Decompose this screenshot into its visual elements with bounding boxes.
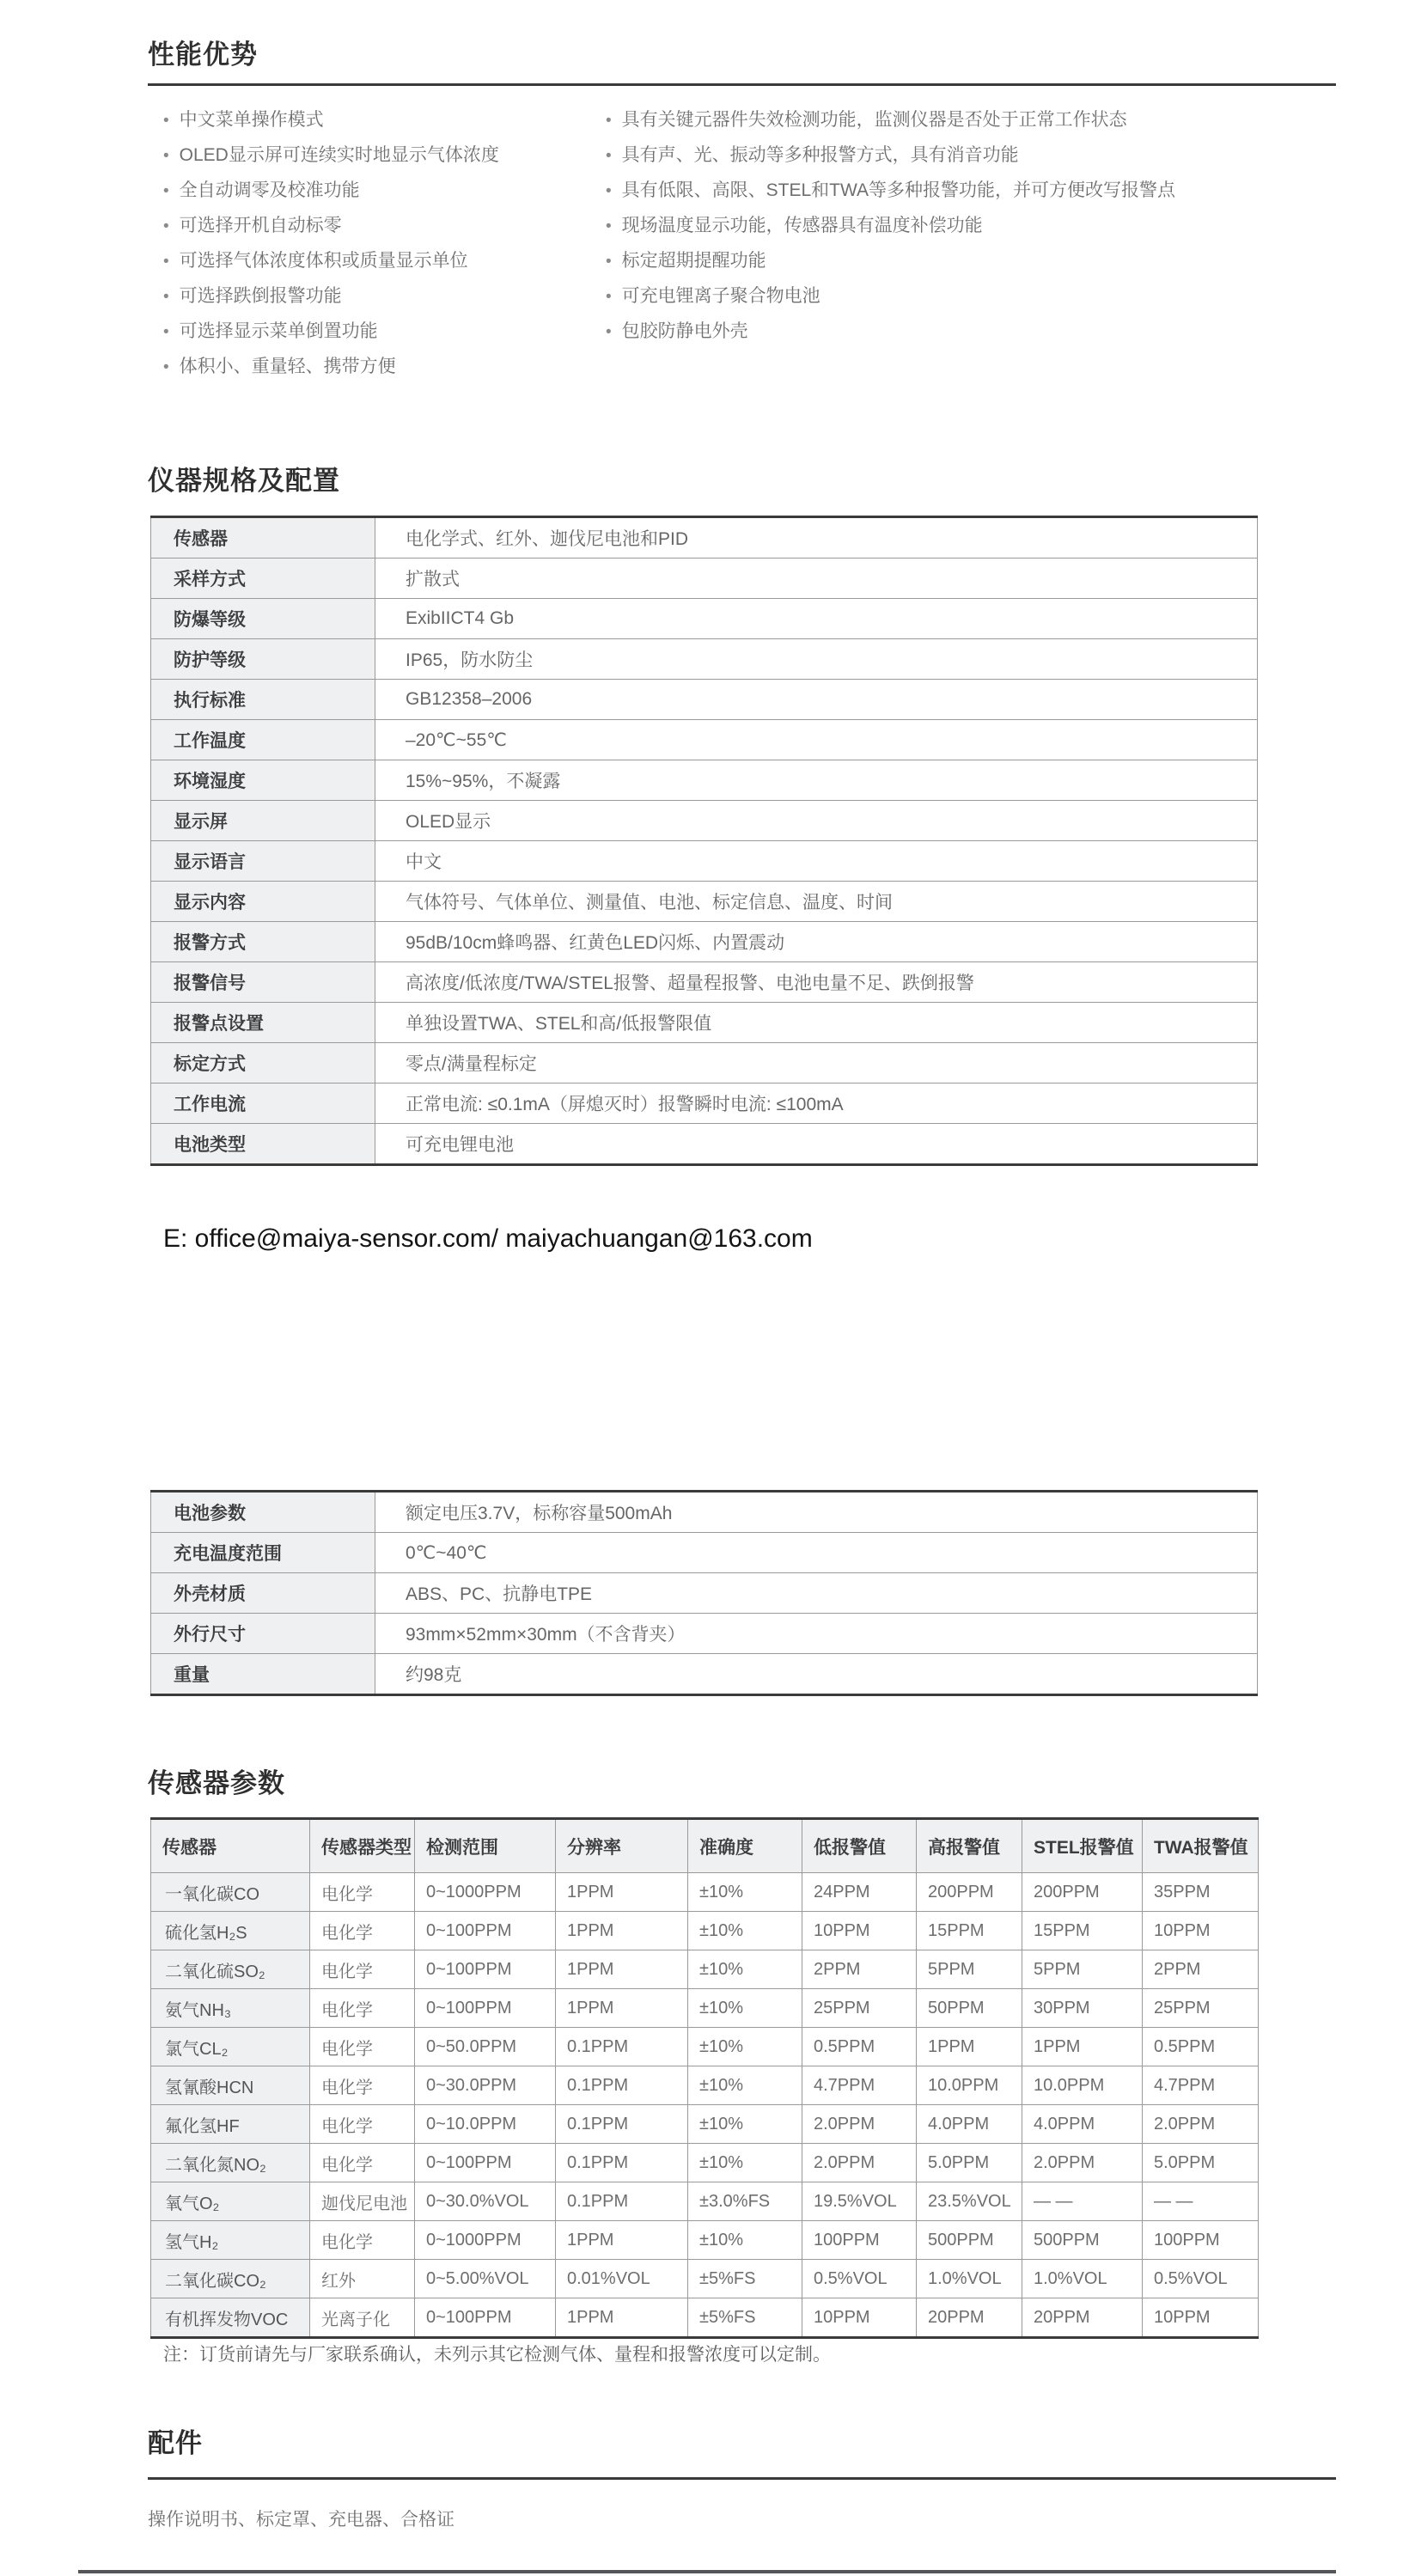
sensor-value-cell: 23.5%VOL [917, 2182, 1022, 2221]
spec-label: 重量 [151, 1654, 375, 1695]
sensor-value-cell: 电化学 [310, 1950, 415, 1989]
spec-row [151, 1573, 1258, 1614]
sensor-value-cell: 0.1PPM [556, 2028, 688, 2066]
sensor-value-cell: 30PPM [1022, 1989, 1143, 2028]
sensor-value-cell: 1.0%VOL [1022, 2260, 1143, 2298]
sensor-row [151, 1989, 1259, 2028]
sensor-name-cell: 有机挥发物VOC [151, 2298, 310, 2338]
sensor-value-cell: 200PPM [1022, 1873, 1143, 1912]
sensor-value-cell: 5.0PPM [1143, 2144, 1259, 2182]
sensor-value-cell: 迦伐尼电池 [310, 2182, 415, 2221]
sensor-value-cell: 2.0PPM [1022, 2144, 1143, 2182]
sensor-row [151, 2298, 1259, 2338]
sensor-value-cell: ±10% [688, 1950, 802, 1989]
spec-value: 气体符号、气体单位、测量值、电池、标定信息、温度、时间 [375, 882, 1258, 922]
sensor-value-cell: 电化学 [310, 2105, 415, 2144]
sensor-col-header: 分辨率 [556, 1819, 688, 1873]
sensor-value-cell: 5.0PPM [917, 2144, 1022, 2182]
sensor-value-cell: 电化学 [310, 2144, 415, 2182]
sensor-value-cell: 20PPM [917, 2298, 1022, 2338]
sensor-value-cell: ±10% [688, 2144, 802, 2182]
spec-value: 15%~95%，不凝露 [375, 760, 1258, 801]
sensor-value-cell: 5PPM [917, 1950, 1022, 1989]
sensor-value-cell: 0~1000PPM [415, 1873, 556, 1912]
sensor-value-cell: 0~100PPM [415, 1912, 556, 1950]
spec-row [151, 1043, 1258, 1084]
sensor-value-cell: 50PPM [917, 1989, 1022, 2028]
order-note: 注：订货前请先与厂家联系确认，未列示其它检测气体、量程和报警浓度可以定制。 [163, 2345, 831, 2365]
spec-label: 显示屏 [151, 801, 375, 841]
sensor-value-cell: 24PPM [802, 1873, 917, 1912]
feature-bullet: • 可选择气体浓度体积或质量显示单位 [163, 244, 499, 279]
performance-bullet-list-left [163, 103, 499, 385]
spec-row [151, 962, 1258, 1003]
sensor-value-cell: ±10% [688, 2028, 802, 2066]
sensor-value-cell: 1.0%VOL [917, 2260, 1022, 2298]
sensor-row [151, 2260, 1259, 2298]
sensor-value-cell: 1PPM [917, 2028, 1022, 2066]
spec-row [151, 1124, 1258, 1165]
sensor-value-cell: 500PPM [917, 2221, 1022, 2260]
sensor-value-cell: 电化学 [310, 1873, 415, 1912]
feature-bullet: • 包胶防静电外壳 [606, 314, 1175, 350]
sensor-name-cell: 氢氰酸HCN [151, 2066, 310, 2105]
spec-row [151, 559, 1258, 599]
sensor-value-cell: 0.5%VOL [1143, 2260, 1259, 2298]
sensor-value-cell: 0.1PPM [556, 2144, 688, 2182]
sensor-value-cell: ±10% [688, 2221, 802, 2260]
sensor-value-cell: ±10% [688, 2066, 802, 2105]
sensor-value-cell: 4.7PPM [1143, 2066, 1259, 2105]
sensor-value-cell: 光离子化 [310, 2298, 415, 2338]
sensor-value-cell: 0~5.00%VOL [415, 2260, 556, 2298]
section-title-sensors: 传感器参数 [148, 1768, 285, 1798]
battery-spec-table [150, 1490, 1258, 1696]
sensor-value-cell: 0~30.0PPM [415, 2066, 556, 2105]
feature-bullet: • 体积小、重量轻、携带方便 [163, 350, 499, 385]
spec-label: 电池参数 [151, 1492, 375, 1533]
spec-row [151, 599, 1258, 639]
spec-label: 外壳材质 [151, 1573, 375, 1614]
spec-value: OLED显示 [375, 801, 1258, 841]
spec-value: –20℃~55℃ [375, 720, 1258, 760]
sensor-col-header: TWA报警值 [1143, 1819, 1259, 1873]
sensor-value-cell: 10.0PPM [917, 2066, 1022, 2105]
sensor-value-cell: 0.5PPM [1143, 2028, 1259, 2066]
spec-label: 标定方式 [151, 1043, 375, 1084]
sensor-name-cell: 一氧化碳CO [151, 1873, 310, 1912]
sensor-name-cell: 氨气NH₃ [151, 1989, 310, 2028]
sensor-value-cell: 2PPM [1143, 1950, 1259, 1989]
sensor-value-cell: 0~100PPM [415, 1950, 556, 1989]
spec-row [151, 882, 1258, 922]
feature-bullet: • 现场温度显示功能，传感器具有温度补偿功能 [606, 209, 1175, 244]
sensor-value-cell: 1PPM [556, 1950, 688, 1989]
sensor-value-cell: 100PPM [1143, 2221, 1259, 2260]
sensor-value-cell: 4.0PPM [917, 2105, 1022, 2144]
sensor-name-cell: 二氧化碳CO₂ [151, 2260, 310, 2298]
sensor-value-cell: 20PPM [1022, 2298, 1143, 2338]
sensor-value-cell: 100PPM [802, 2221, 917, 2260]
sensor-value-cell: 4.7PPM [802, 2066, 917, 2105]
sensor-value-cell: 0~50.0PPM [415, 2028, 556, 2066]
sensor-name-cell: 硫化氢H₂S [151, 1912, 310, 1950]
sensor-value-cell: 红外 [310, 2260, 415, 2298]
spec-value: IP65，防水防尘 [375, 639, 1258, 680]
spec-row [151, 1614, 1258, 1654]
sensor-value-cell: 0~100PPM [415, 2144, 556, 2182]
spec-value: 额定电压3.7V，标称容量500mAh [375, 1492, 1258, 1533]
feature-bullet: • 中文菜单操作模式 [163, 103, 499, 138]
sensor-value-cell: 10PPM [802, 2298, 917, 2338]
spec-label: 采样方式 [151, 559, 375, 599]
sensor-row [151, 2066, 1259, 2105]
spec-value: 单独设置TWA、STEL和高/低报警限值 [375, 1003, 1258, 1043]
sensor-name-cell: 氢气H₂ [151, 2221, 310, 2260]
spec-value: 中文 [375, 841, 1258, 882]
sensor-row [151, 1912, 1259, 1950]
sensor-col-header: 高报警值 [917, 1819, 1022, 1873]
sensor-value-cell: 电化学 [310, 1989, 415, 2028]
sensor-value-cell: — — [1022, 2182, 1143, 2221]
sensor-name-cell: 氟化氢HF [151, 2105, 310, 2144]
performance-bullet-list-right [606, 103, 1175, 350]
sensor-name-cell: 二氧化氮NO₂ [151, 2144, 310, 2182]
sensor-value-cell: 2.0PPM [1143, 2105, 1259, 2144]
sensor-value-cell: 电化学 [310, 2221, 415, 2260]
sensor-value-cell: 1PPM [556, 2221, 688, 2260]
section-title-accessories: 配件 [148, 2428, 203, 2458]
sensor-parameter-table [150, 1817, 1259, 2339]
sensor-value-cell: 10PPM [802, 1912, 917, 1950]
sensor-row [151, 2144, 1259, 2182]
sensor-value-cell: 0.1PPM [556, 2182, 688, 2221]
sensor-value-cell: 2.0PPM [802, 2144, 917, 2182]
sensor-row [151, 1950, 1259, 1989]
sensor-value-cell: ±3.0%FS [688, 2182, 802, 2221]
spec-value: 电化学式、红外、迦伐尼电池和PID [375, 517, 1258, 559]
sensor-value-cell: 1PPM [556, 1873, 688, 1912]
section-title-specs: 仪器规格及配置 [148, 466, 340, 496]
spec-label: 报警信号 [151, 962, 375, 1003]
spec-label: 传感器 [151, 517, 375, 559]
sensor-col-header: 传感器类型 [310, 1819, 415, 1873]
feature-bullet: • 具有低限、高限、STEL和TWA等多种报警功能，并可方便改写报警点 [606, 174, 1175, 209]
sensor-value-cell: 2PPM [802, 1950, 917, 1989]
spec-value: 正常电流: ≤0.1mA（屏熄灭时）报警瞬时电流: ≤100mA [375, 1084, 1258, 1124]
sensor-value-cell: ±10% [688, 1873, 802, 1912]
sensor-value-cell: 10PPM [1143, 2298, 1259, 2338]
spec-row [151, 841, 1258, 882]
spec-row [151, 1003, 1258, 1043]
sensor-value-cell: 0.5PPM [802, 2028, 917, 2066]
sensor-value-cell: 电化学 [310, 2028, 415, 2066]
sensor-value-cell: 25PPM [1143, 1989, 1259, 2028]
sensor-value-cell: 5PPM [1022, 1950, 1143, 1989]
feature-bullet: • 标定超期提醒功能 [606, 244, 1175, 279]
sensor-row [151, 2105, 1259, 2144]
spec-label: 充电温度范围 [151, 1533, 375, 1573]
sensor-value-cell: 25PPM [802, 1989, 917, 2028]
sensor-name-cell: 氯气CL₂ [151, 2028, 310, 2066]
sensor-value-cell: 15PPM [917, 1912, 1022, 1950]
sensor-value-cell: 4.0PPM [1022, 2105, 1143, 2144]
sensor-value-cell: 200PPM [917, 1873, 1022, 1912]
section-divider [148, 83, 1336, 86]
spec-row [151, 801, 1258, 841]
sensor-value-cell: ±5%FS [688, 2260, 802, 2298]
sensor-col-header: 准确度 [688, 1819, 802, 1873]
sensor-value-cell: — — [1143, 2182, 1259, 2221]
spec-label: 显示语言 [151, 841, 375, 882]
sensor-value-cell: 0~100PPM [415, 2298, 556, 2338]
spec-value: ExibIICT4 Gb [375, 599, 1258, 639]
sensor-col-header: 传感器 [151, 1819, 310, 1873]
spec-value: 93mm×52mm×30mm（不含背夹） [375, 1614, 1258, 1654]
spec-row [151, 760, 1258, 801]
sensor-value-cell: 0~30.0%VOL [415, 2182, 556, 2221]
sensor-value-cell: 0~100PPM [415, 1989, 556, 2028]
sensor-row [151, 1873, 1259, 1912]
sensor-value-cell: 0.1PPM [556, 2105, 688, 2144]
spec-label: 防爆等级 [151, 599, 375, 639]
feature-bullet: • 可充电锂离子聚合物电池 [606, 279, 1175, 314]
feature-bullet: • 全自动调零及校准功能 [163, 174, 499, 209]
sensor-row [151, 2221, 1259, 2260]
sensor-value-cell: 35PPM [1143, 1873, 1259, 1912]
spec-row [151, 922, 1258, 962]
spec-row [151, 1492, 1258, 1533]
sensor-value-cell: 500PPM [1022, 2221, 1143, 2260]
sensor-col-header: STEL报警值 [1022, 1819, 1143, 1873]
sensor-value-cell: 1PPM [1022, 2028, 1143, 2066]
feature-bullet: • 可选择显示菜单倒置功能 [163, 314, 499, 350]
spec-row [151, 517, 1258, 559]
section-divider [148, 2477, 1336, 2480]
spec-label: 电池类型 [151, 1124, 375, 1165]
sensor-value-cell: 10PPM [1143, 1912, 1259, 1950]
sensor-value-cell: ±10% [688, 1989, 802, 2028]
sensor-value-cell: ±10% [688, 2105, 802, 2144]
feature-bullet: • OLED显示屏可连续实时地显示气体浓度 [163, 138, 499, 174]
feature-bullet: • 具有关键元器件失效检测功能，监测仪器是否处于正常工作状态 [606, 103, 1175, 138]
spec-label: 报警方式 [151, 922, 375, 962]
spec-row [151, 1084, 1258, 1124]
spec-value: 约98克 [375, 1654, 1258, 1695]
spec-label: 执行标准 [151, 680, 375, 720]
sensor-value-cell: 2.0PPM [802, 2105, 917, 2144]
sensor-value-cell: 电化学 [310, 1912, 415, 1950]
sensor-value-cell: ±5%FS [688, 2298, 802, 2338]
section-title-performance: 性能优势 [148, 40, 258, 70]
accessories-list-line: 操作说明书、标定罩、充电器、合格证 [148, 2510, 454, 2530]
spec-value: 0℃~40℃ [375, 1533, 1258, 1573]
spec-value: 高浓度/低浓度/TWA/STEL报警、超量程报警、电池电量不足、跌倒报警 [375, 962, 1258, 1003]
instrument-spec-table [150, 516, 1258, 1166]
sensor-value-cell: 1PPM [556, 2298, 688, 2338]
sensor-header-row [151, 1819, 1259, 1873]
spec-value: 扩散式 [375, 559, 1258, 599]
spec-value: 可充电锂电池 [375, 1124, 1258, 1165]
feature-bullet: • 可选择开机自动标零 [163, 209, 499, 244]
sensor-value-cell: 0.1PPM [556, 2066, 688, 2105]
spec-row [151, 680, 1258, 720]
sensor-value-cell: 10.0PPM [1022, 2066, 1143, 2105]
feature-bullet: • 具有声、光、振动等多种报警方式，具有消音功能 [606, 138, 1175, 174]
spec-label: 环境湿度 [151, 760, 375, 801]
spec-label: 报警点设置 [151, 1003, 375, 1043]
sensor-row [151, 2182, 1259, 2221]
contact-email-line: E: office@maiya-sensor.com/ maiyachuangan@163.com [163, 1224, 813, 1253]
spec-value: GB12358–2006 [375, 680, 1258, 720]
spec-row [151, 639, 1258, 680]
sensor-value-cell: 19.5%VOL [802, 2182, 917, 2221]
spec-label: 防护等级 [151, 639, 375, 680]
sensor-value-cell: 1PPM [556, 1989, 688, 2028]
sensor-value-cell: 0.5%VOL [802, 2260, 917, 2298]
spec-value: 95dB/10cm蜂鸣器、红黄色LED闪烁、内置震动 [375, 922, 1258, 962]
spec-label: 显示内容 [151, 882, 375, 922]
sensor-value-cell: 15PPM [1022, 1912, 1143, 1950]
sensor-value-cell: 0~10.0PPM [415, 2105, 556, 2144]
spec-value: 零点/满量程标定 [375, 1043, 1258, 1084]
spec-row [151, 1654, 1258, 1695]
sensor-value-cell: ±10% [688, 1912, 802, 1950]
sensor-value-cell: 电化学 [310, 2066, 415, 2105]
feature-bullet: • 可选择跌倒报警功能 [163, 279, 499, 314]
sensor-name-cell: 二氧化硫SO₂ [151, 1950, 310, 1989]
page-bottom-bar [78, 2570, 1336, 2573]
sensor-row [151, 2028, 1259, 2066]
spec-row [151, 720, 1258, 760]
spec-value: ABS、PC、抗静电TPE [375, 1573, 1258, 1614]
spec-label: 外行尺寸 [151, 1614, 375, 1654]
sensor-value-cell: 0~1000PPM [415, 2221, 556, 2260]
spec-row [151, 1533, 1258, 1573]
sensor-col-header: 检测范围 [415, 1819, 556, 1873]
spec-label: 工作温度 [151, 720, 375, 760]
sensor-name-cell: 氧气O₂ [151, 2182, 310, 2221]
spec-label: 工作电流 [151, 1084, 375, 1124]
sensor-col-header: 低报警值 [802, 1819, 917, 1873]
sensor-value-cell: 1PPM [556, 1912, 688, 1950]
sensor-value-cell: 0.01%VOL [556, 2260, 688, 2298]
